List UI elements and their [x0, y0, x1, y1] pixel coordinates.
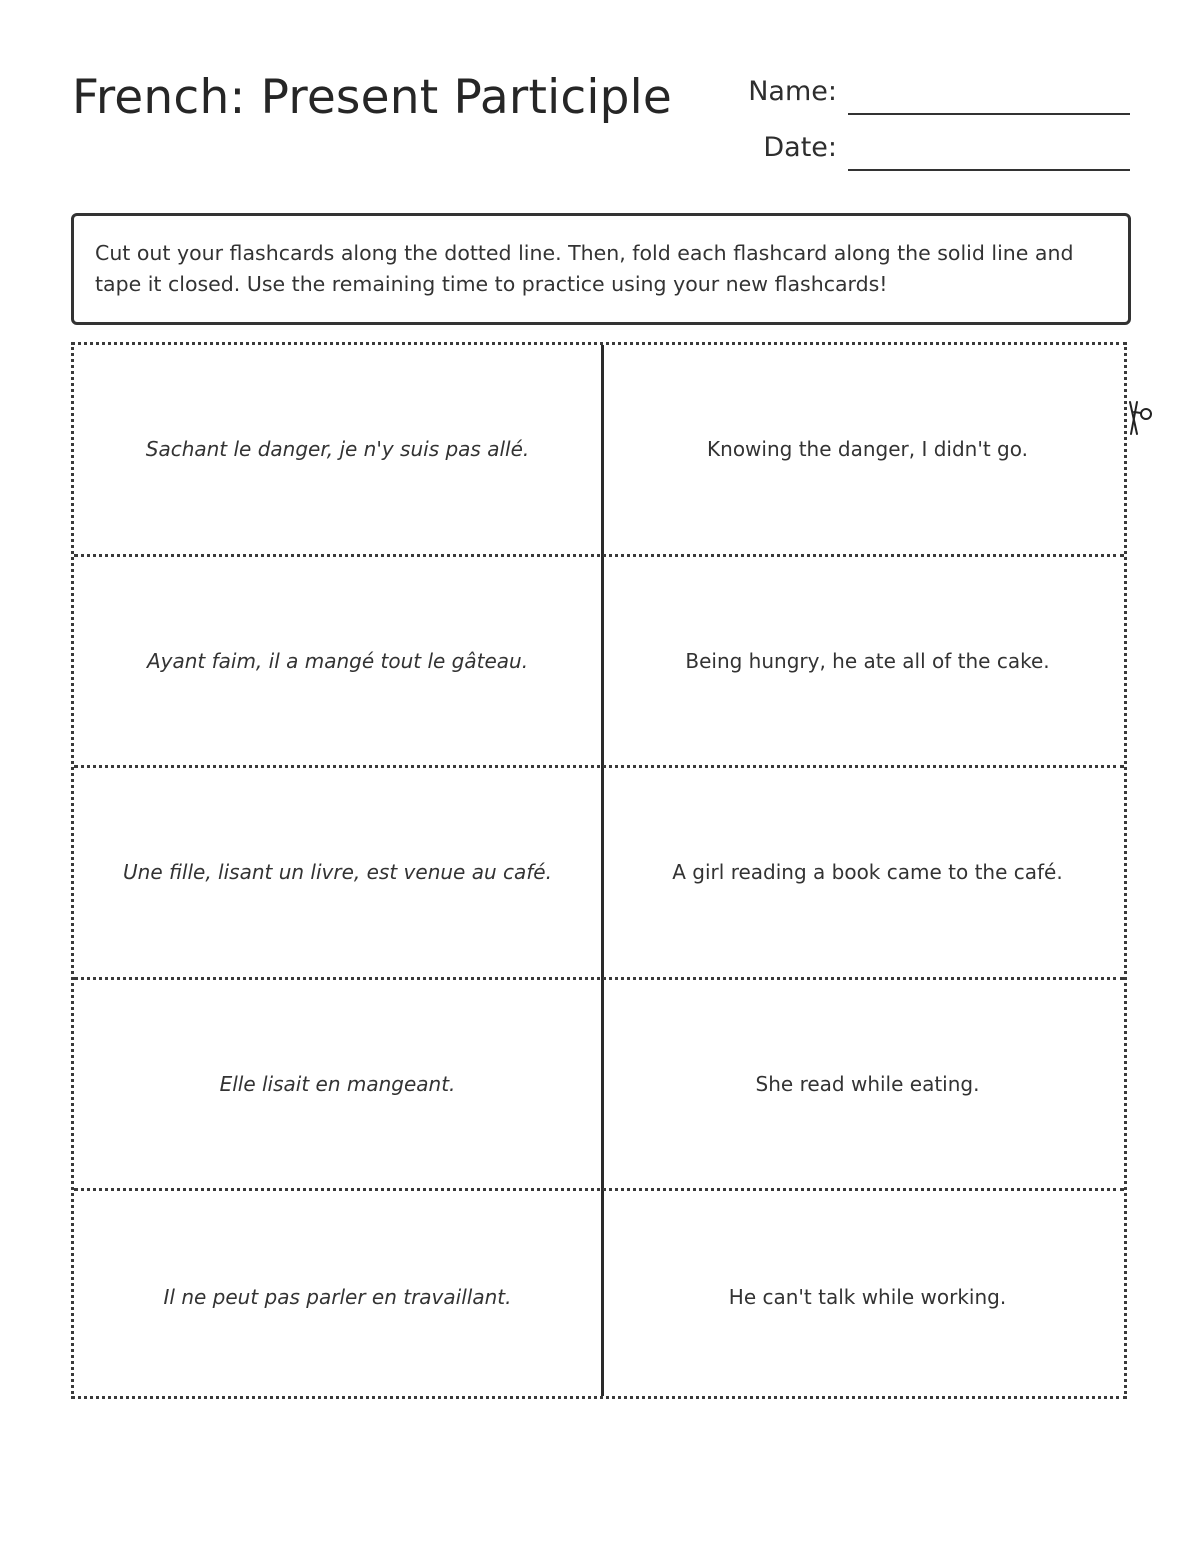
instructions-box: [71, 213, 1131, 325]
date-label: Date:: [763, 132, 837, 163]
instructions-text: Cut out your flashcards along the dotted line. Then, fold each flashcard along the solid line and tape it closed. Use the remaining time to practice using your new flashcards!: [95, 241, 1074, 296]
flashcard-row: [74, 345, 1124, 557]
flashcard-row: [74, 980, 1124, 1192]
flashcard-row: [74, 557, 1124, 769]
flashcard-front: Sachant le danger, je n'y suis pas allé.: [145, 437, 530, 462]
name-label: Name:: [748, 76, 837, 107]
flashcard-grid: [71, 342, 1127, 1399]
date-blank-line: [848, 169, 1130, 171]
flashcard-back: He can't talk while working.: [728, 1284, 1007, 1309]
flashcard-front: Il ne peut pas parler en travaillant.: [163, 1284, 512, 1309]
flashcard-back: A girl reading a book came to the café.: [672, 860, 1063, 885]
page-title: French: Present Participle: [72, 70, 673, 125]
flashcard-back: Being hungry, he ate all of the cake.: [685, 648, 1050, 673]
flashcard-back: Knowing the danger, I didn't go.: [707, 437, 1028, 462]
flashcard-row: [74, 1191, 1124, 1403]
flashcard-front: Elle lisait en mangeant.: [219, 1071, 456, 1096]
flashcard-back: She read while eating.: [755, 1071, 980, 1096]
date-field: [720, 132, 1130, 172]
flashcard-front: Ayant faim, il a mangé tout le gâteau.: [146, 648, 529, 673]
flashcard-front: Une fille, lisant un livre, est venue au café.: [123, 860, 552, 885]
flashcard-row: [74, 768, 1124, 980]
scissors-icon: [1124, 398, 1158, 438]
name-field: [720, 76, 1130, 116]
name-blank-line: [848, 113, 1130, 115]
